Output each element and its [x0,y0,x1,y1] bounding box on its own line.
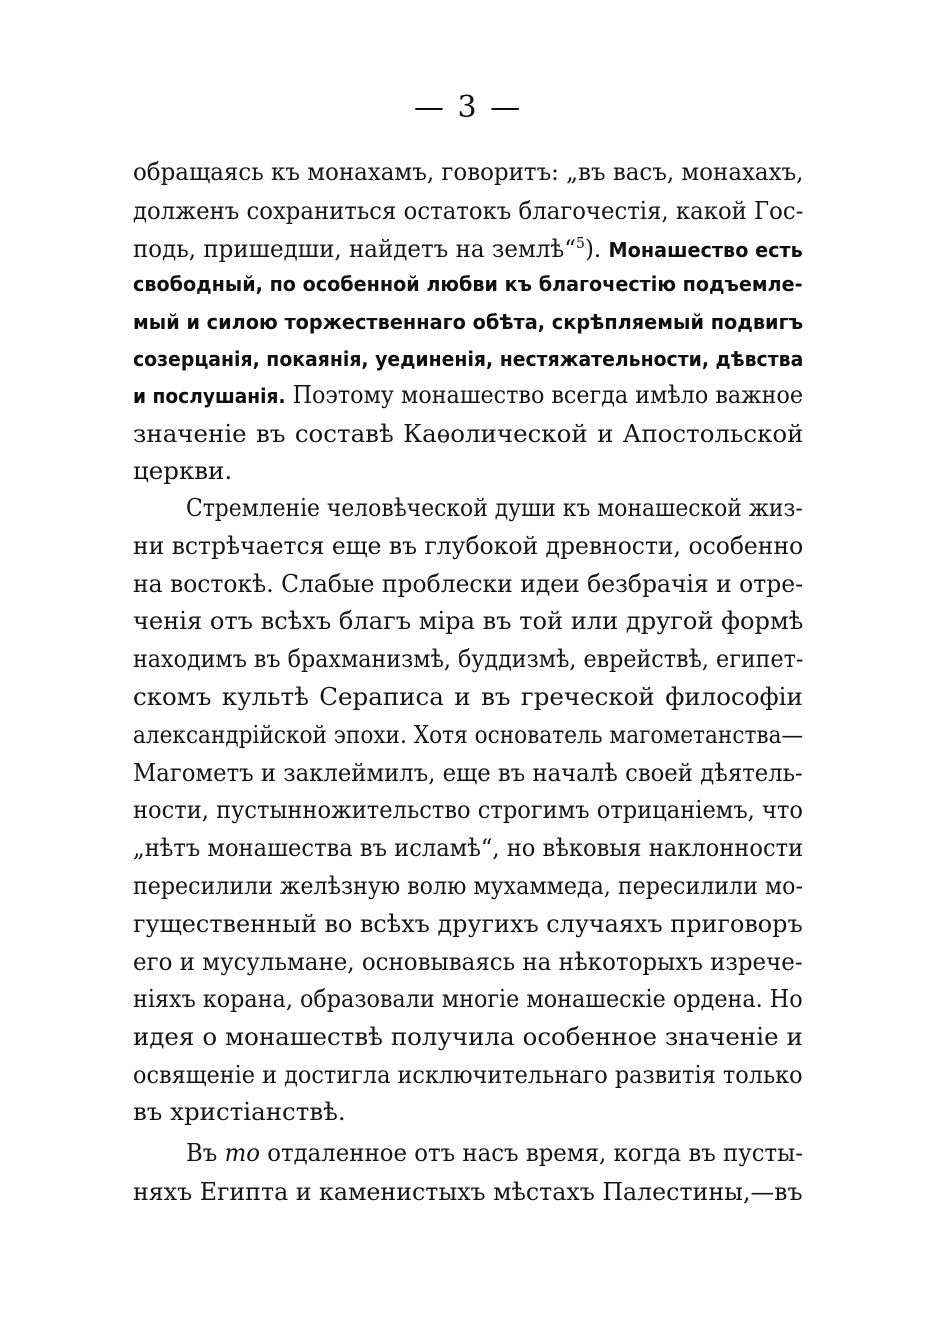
text-line: александрійской эпохи. Хотя основатель магометанства— [133,720,804,749]
text-line: освященіе и достигла исключительнаго развитія только [133,1060,803,1089]
text-run: Въ [186,1138,225,1167]
text-line: Магометъ и заклеймилъ, еще въ началѣ своей дѣятель- [133,758,803,787]
text-run: отдаленное отъ насъ время, когда въ пусты- [259,1138,804,1167]
text-line: пересилили желѣзную волю мухаммеда, пересилили мо- [133,871,803,900]
text-line: долженъ сохраниться остатокъ благочестія, какой Гос- [133,196,804,225]
text-line: ченія отъ всѣхъ благъ міра въ той или другой формѣ [133,606,804,635]
footnote-marker: 5 [576,233,585,252]
text-line: значеніе въ составѣ Каѳолической и Апостольской [133,419,804,448]
text-run: подь, пришедши, найдетъ на землѣ“ [133,234,577,263]
bold-text-line: свободный, по особенной любви къ благочестію подъемле- [133,272,803,296]
text-line: его и мусульмане, основываясь на нѣкоторыхъ изрече- [133,947,803,976]
bold-text-line: созерцанія, покаянія, уединенія, нестяжательности, дѣвства [133,347,804,371]
text-line: няхъ Египта и каменистыхъ мѣстахъ Палестины,—въ [133,1177,803,1206]
text-run: Поэтому монашество всегда имѣло важное [292,380,804,409]
text-line: идея о монашествѣ получила особенное значеніе и [133,1022,803,1051]
text-line [133,377,803,413]
bold-text-line: мый и силою торжественнаго обѣта, скрѣпляемый подвигъ [133,310,804,334]
text-line: „нѣтъ монашества въ исламѣ“, но вѣковыя наклонности [133,833,804,862]
text-line: гущественный во всѣхъ другихъ случаяхъ приговоръ [133,909,803,938]
page-number: — 3 — [413,90,523,125]
text-line: церкви. [133,456,233,485]
text-line: находимъ въ брахманизмѣ, буддизмѣ, еврействѣ, египет- [133,644,804,673]
text-line [133,231,803,267]
text-line: ности, пустынножительство строгимъ отрицаніемъ, что [133,795,803,824]
italic-text-run: то [224,1138,260,1167]
text-line: на востокѣ. Слабые проблески идеи безбрачія и отре- [133,569,804,598]
bold-text-run: и послушанія. [133,384,286,408]
text-line: ни встрѣчается еще въ глубокой древности, особенно [133,531,804,560]
bold-text-run: Монашество есть [608,238,803,262]
text-line [186,1135,803,1171]
text-line: въ христіанствѣ. [133,1097,346,1126]
text-line: скомъ культѣ Сераписа и въ греческой философіи [133,682,803,711]
text-run: ). [584,234,602,263]
text-line: ніяхъ корана, образовали многіе монашескіе ордена. Но [133,984,803,1013]
text-line: обращаясь къ монахамъ, говоритъ: „въ васъ, монахахъ, [133,157,804,186]
text-line: Стремленіе человѣческой души къ монашеской жиз- [186,493,803,522]
